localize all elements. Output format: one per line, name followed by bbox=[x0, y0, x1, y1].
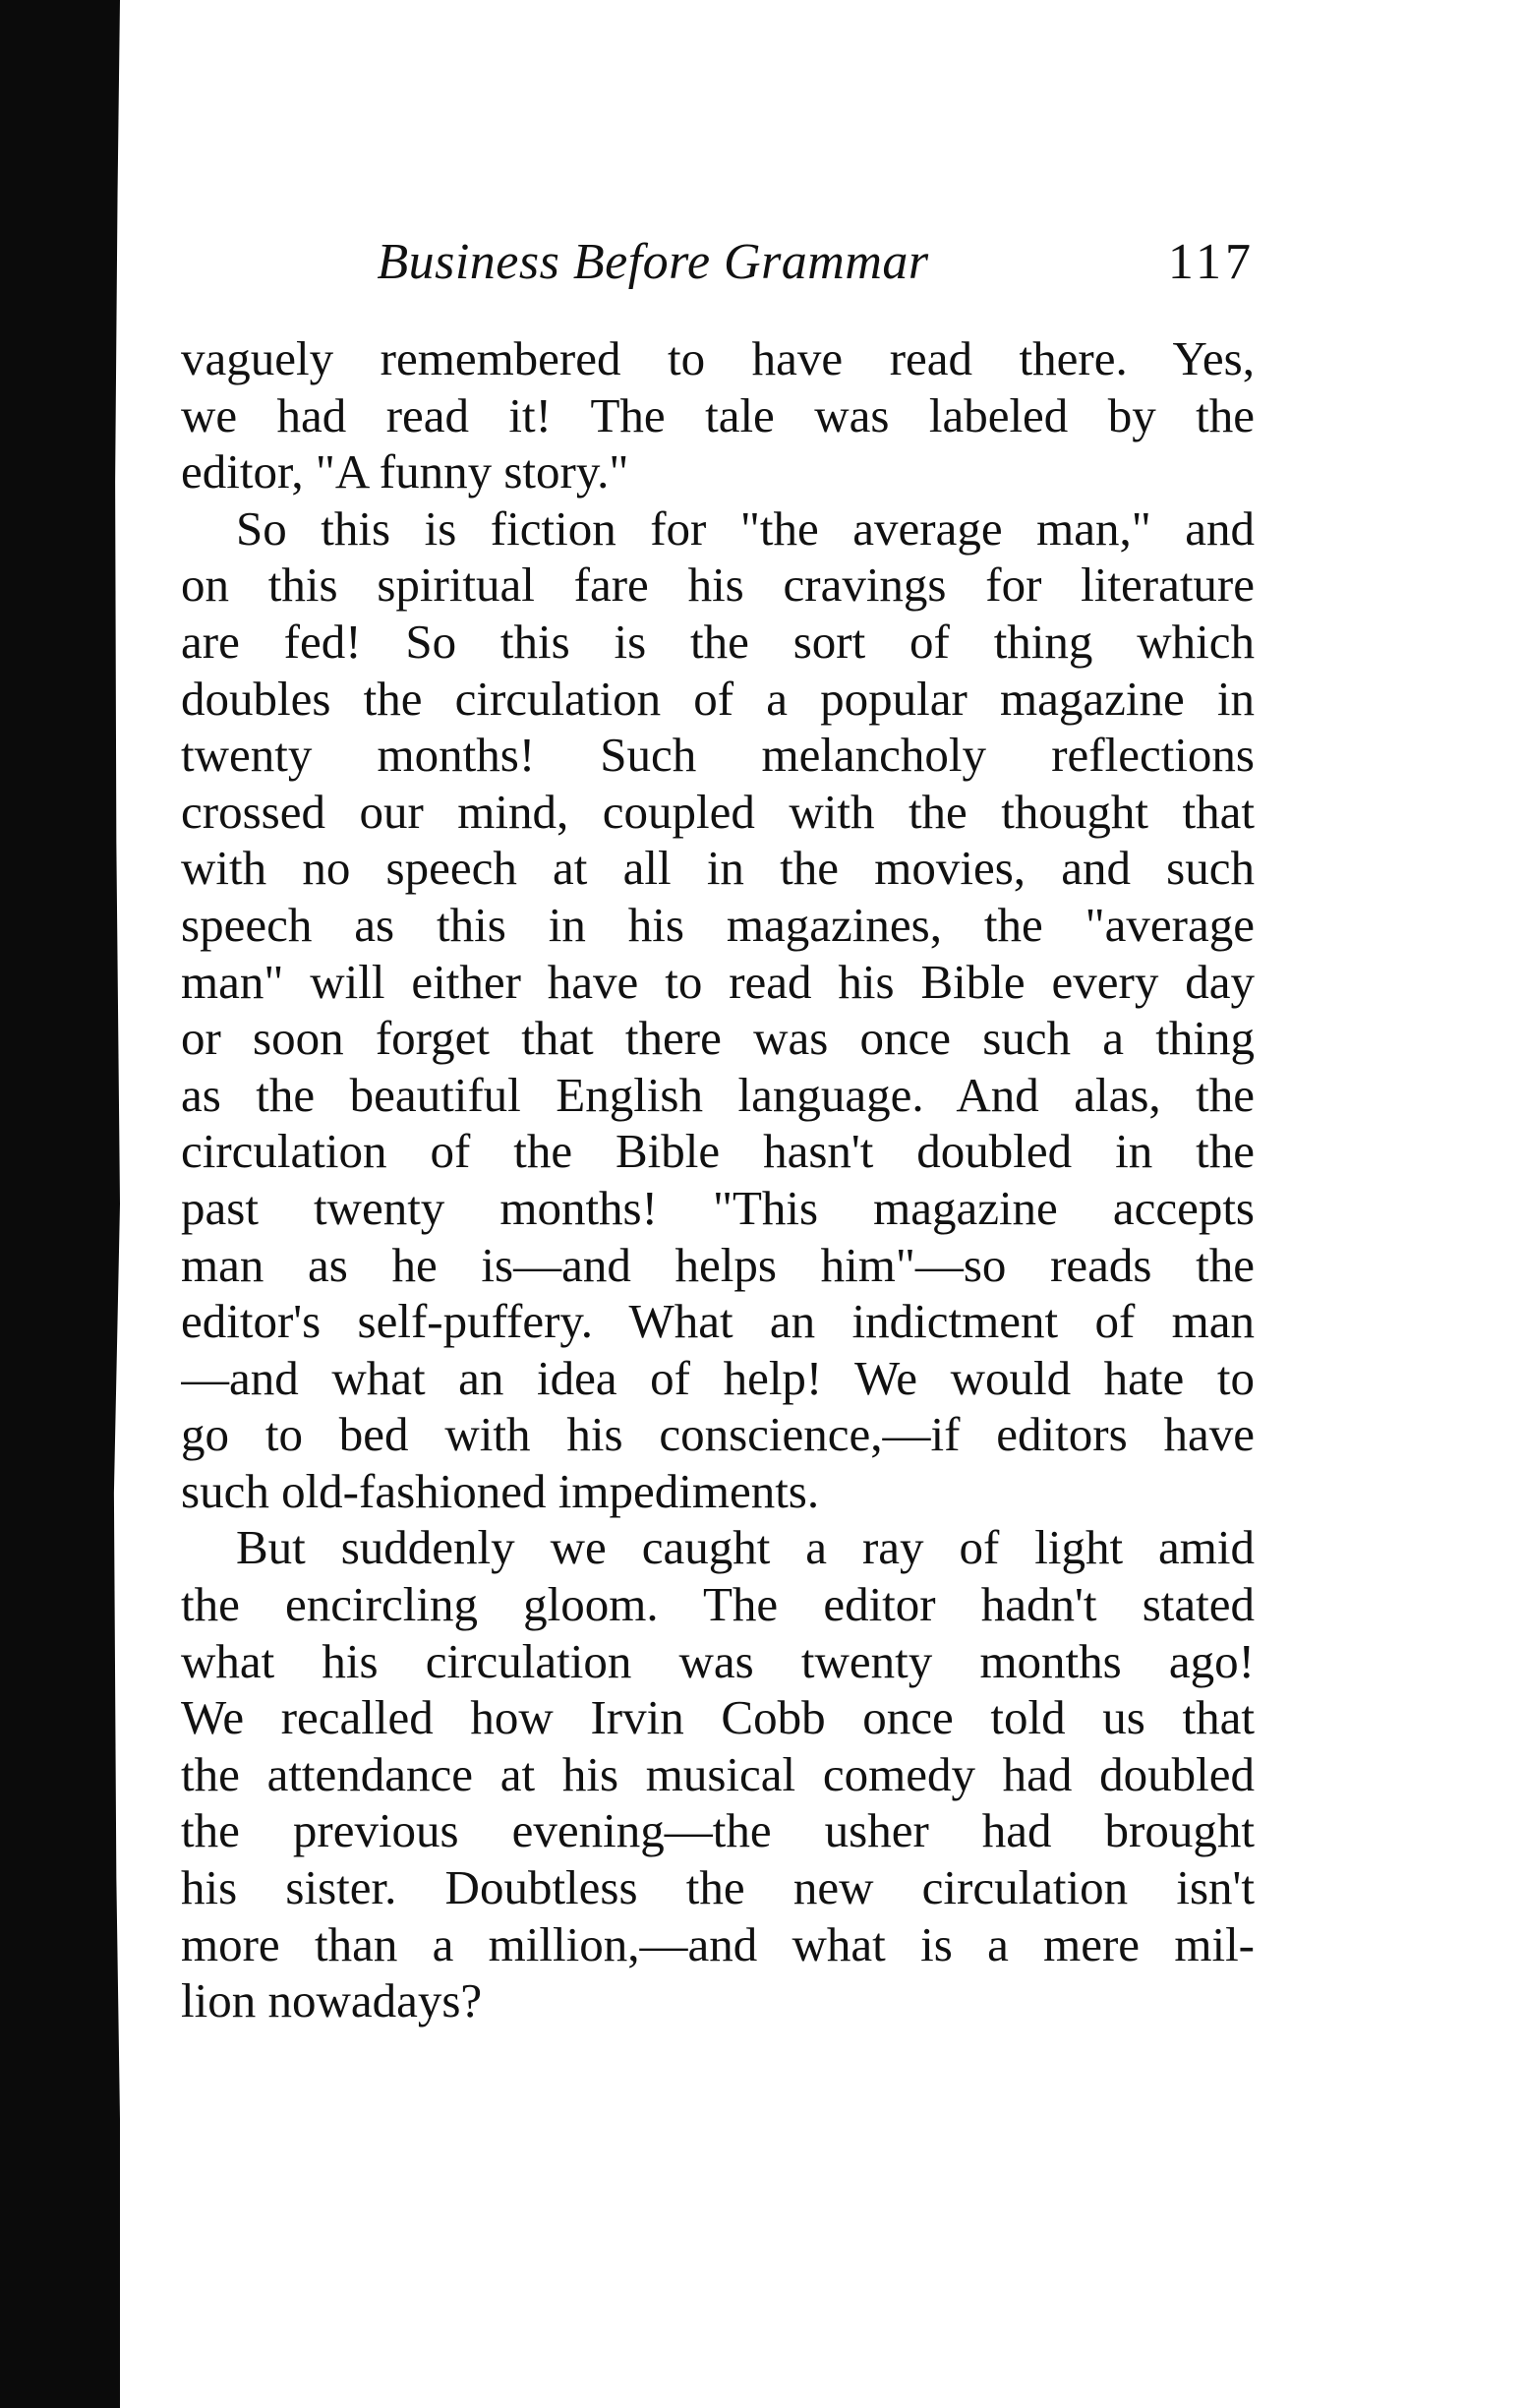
text-line: vaguely remembered to have read there. Yes, bbox=[181, 331, 1255, 385]
text-line: the encircling gloom. The editor hadn't stated bbox=[181, 1577, 1255, 1632]
text-line: twenty months! Such melancholy reflections bbox=[181, 728, 1255, 783]
text-line: the previous evening—the usher had brought bbox=[181, 1803, 1255, 1858]
binding-edge-shadow bbox=[0, 0, 120, 2408]
text-line: as the beautiful English language. And alas, the bbox=[181, 1067, 1255, 1122]
text-line: such old-fashioned impediments. bbox=[181, 1463, 820, 1518]
text-line: lion nowadays? bbox=[181, 1973, 483, 2028]
text-line: with no speech at all in the movies, and such bbox=[181, 841, 1255, 896]
text-line: or soon forget that there was once such a thing bbox=[181, 1011, 1255, 1066]
text-line: We recalled how Irvin Cobb once told us that bbox=[181, 1690, 1255, 1745]
body-text bbox=[181, 330, 1255, 2029]
text-line: past twenty months! "This magazine accepts bbox=[181, 1180, 1255, 1235]
text-line: more than a million,—and what is a mere mil- bbox=[181, 1916, 1255, 1971]
running-title: Business Before Grammar bbox=[377, 234, 929, 290]
text-line: crossed our mind, coupled with the thought that bbox=[181, 784, 1255, 839]
running-head bbox=[181, 228, 1255, 297]
text-line: the attendance at his musical comedy had doubled bbox=[181, 1746, 1255, 1801]
text-line: on this spiritual fare his cravings for literature bbox=[181, 558, 1255, 613]
text-line: editor's self-puffery. What an indictment of man bbox=[181, 1294, 1255, 1349]
text-line: go to bed with his conscience,—if editors have bbox=[181, 1407, 1255, 1462]
text-line: doubles the circulation of a popular magazine in bbox=[181, 671, 1255, 726]
text-line: circulation of the Bible hasn't doubled in the bbox=[181, 1124, 1255, 1179]
text-line: his sister. Doubtless the new circulation isn't bbox=[181, 1860, 1255, 1915]
text-line: man" will either have to read his Bible every day bbox=[181, 954, 1255, 1009]
text-line: what his circulation was twenty months ago! bbox=[181, 1633, 1255, 1688]
paragraph-start-line: But suddenly we caught a ray of light amid bbox=[236, 1520, 1255, 1575]
text-line: editor, "A funny story." bbox=[181, 444, 629, 499]
text-line: we had read it! The tale was labeled by the bbox=[181, 387, 1255, 442]
text-line: are fed! So this is the sort of thing which bbox=[181, 614, 1255, 669]
paragraph-start-line: So this is fiction for "the average man," and bbox=[236, 500, 1255, 556]
text-line: —and what an idea of help! We would hate to bbox=[181, 1350, 1255, 1405]
text-line: speech as this in his magazines, the "average bbox=[181, 897, 1255, 952]
page-number: 117 bbox=[1167, 234, 1255, 290]
text-line: man as he is—and helps him"—so reads the bbox=[181, 1237, 1255, 1292]
